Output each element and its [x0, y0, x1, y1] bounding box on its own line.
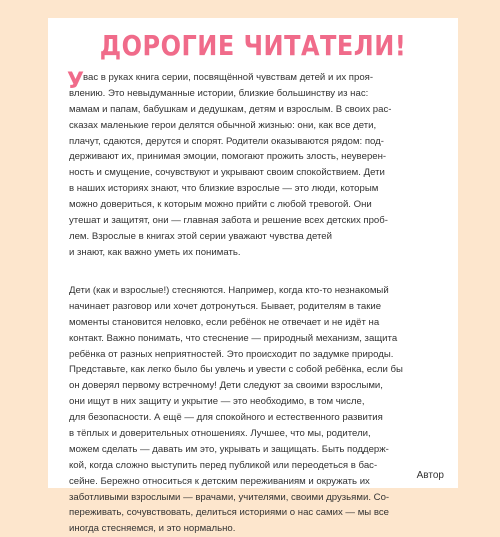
author-signature: Автор: [416, 470, 444, 481]
paragraph-line: ность и смущение, сочувствуют и укрывают своим спокойствием. Дети: [69, 167, 385, 179]
paragraph-line: в наших историях знают, что близкие взрослые — это люди, которым: [69, 183, 379, 195]
paragraph-line: утешат и защитят, они — главная забота и решение всех детских проб-: [69, 215, 388, 227]
paragraph-line: влению. Это невыдуманные истории, близкие большинству из нас:: [69, 87, 369, 99]
paragraph-line: Представьте, как легко было бы увлечь и увести с собой ребёнка, если бы: [69, 364, 403, 376]
paragraph-line: они ищут в них защиту и укрытие — это необходимо, в том числе,: [69, 396, 365, 408]
paragraph-line: моменты становится неловко, если ребёнок не отвечает и не идёт на: [69, 316, 380, 328]
paragraph-line: начинает разговор или хочет дотронуться. Бывает, родителям в такие: [69, 300, 382, 312]
paragraph-line: он доверял первому встречному! Дети следуют за своими взрослыми,: [69, 380, 383, 392]
paragraph-line: можем сделать — давать им это, укрывать и защищать. Быть поддерж-: [69, 443, 389, 455]
paragraph-line: и знают, как важно уметь их понимать.: [69, 246, 241, 258]
drop-cap-letter: У: [67, 69, 84, 94]
paragraph-line: в тёплых и доверительных отношениях. Лучшее, что мы, родители,: [69, 428, 371, 440]
paragraph-line: заботливыми взрослыми — врачами, учителями, своими друзьями. Со-: [69, 491, 390, 503]
book-page: [48, 18, 458, 535]
paragraph-line: иногда стесняемся, и это нормально.: [69, 523, 236, 535]
paragraph-line: лем. Взрослые в книгах этой серии уважают чувства детей: [69, 230, 332, 242]
page-title: ДОРОГИЕ ЧИТАТЕЛИ!: [99, 29, 407, 63]
paragraph-line: сейне. Бережно относиться к детским переживаниям и окружать их: [69, 475, 370, 487]
paragraph-line: можно довериться, к которым можно прийти с любой тревогой. Они: [69, 199, 372, 211]
paragraph-line: Дети (как и взрослые!) стесняются. Например, когда кто-то незнакомый: [69, 285, 389, 296]
paragraph-line: переживать, сочувствовать, делиться историями о нас самих — мы все: [69, 507, 389, 519]
paragraph-line: контакт. Важно понимать, что стеснение — природный механизм, защита: [69, 332, 398, 344]
intro-paragraph: [69, 70, 441, 261]
paragraph-line: кой, когда сложно выступить перед публикой или переодеться в бас-: [69, 459, 378, 471]
paragraph-line: держивают их, принимая эмоции, помогают прожить злость, неувeрен-: [69, 151, 387, 163]
paragraph-line: сказах маленькие герои делятся обычной жизнью: они, как все дети,: [69, 119, 377, 131]
paragraph-line: ребёнка от разных неприятностей. Это происходит по задумке природы.: [69, 348, 394, 360]
paragraph-line: для безопасности. А ещё — для спокойного и естественного развития: [69, 412, 383, 424]
paragraph-line: мамам и папам, бабушкам и дедушкам, детям и взрослым. В своих рас-: [69, 103, 392, 115]
paragraph-line: вас в руках книга серии, посвящённой чувствам детей и их проя-: [83, 72, 374, 83]
main-paragraph: [69, 283, 441, 537]
paragraph-line: плачут, сдаются, дерутся и спорят. Родители оказываются рядом: под-: [69, 135, 384, 147]
